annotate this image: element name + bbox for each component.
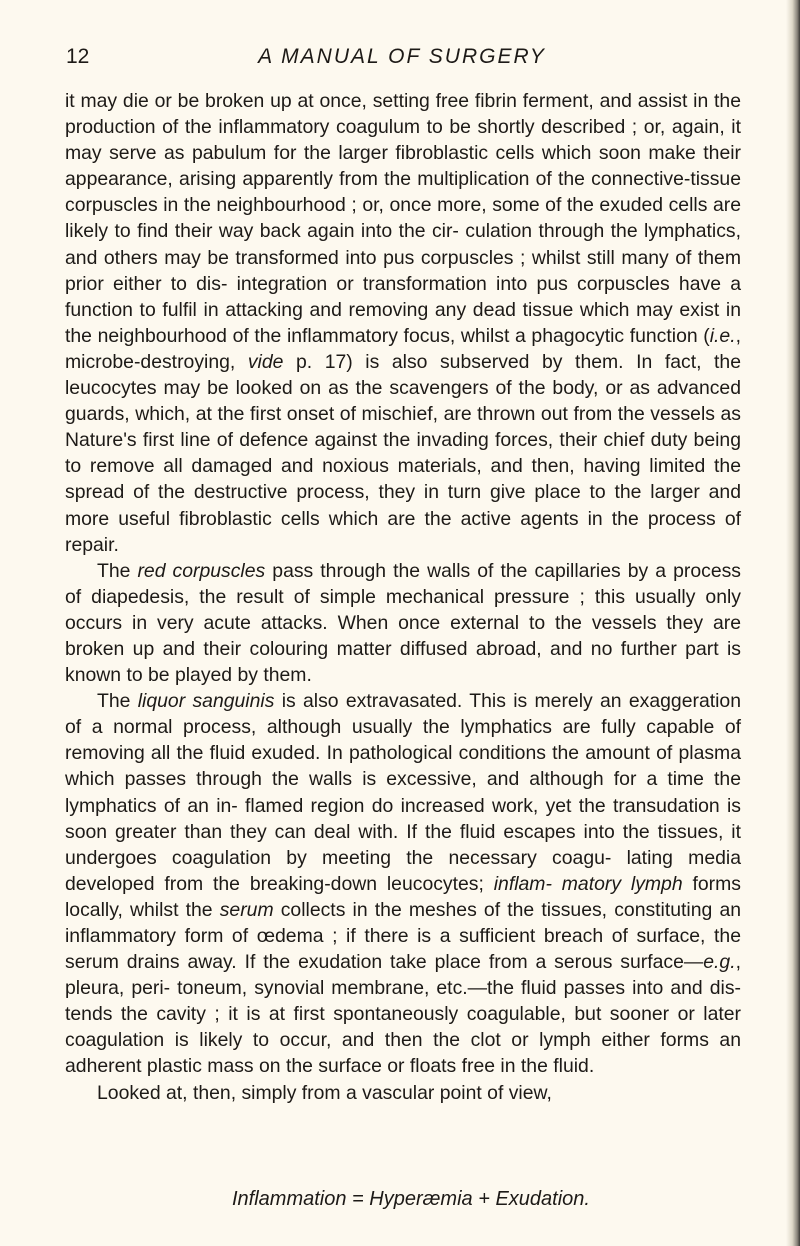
italic-text: red corpuscles bbox=[137, 559, 266, 582]
paragraph-red-corpuscles bbox=[65, 558, 741, 688]
body-text bbox=[65, 88, 741, 1106]
italic-text: inflam- matory lymph bbox=[493, 872, 683, 895]
text-segment: is also extravasated. This is merely an exaggeration of a normal process, although usually the lymphatics are fully capable of removing all the fluid exuded. In pathological conditions the amount of plasma which passes through the walls is excessive, and although for a time the lymphatics of an in- flamed region do increased work, yet the transudation is soon greater than they can deal with. If the fluid escapes into the tissues, it undergoes coagulation by meeting the necessary coagu- lating media developed from the breaking-down leucocytes; bbox=[65, 690, 741, 895]
italic-text: e.g. bbox=[703, 951, 736, 974]
text-segment: , pleura, peri- toneum, synovial membrane, etc.—the fluid passes into and dis- tends the cavity ; it is at first spontaneously coagulable, but sooner or later coagulation is likely to occur, and then the clot or lymph either forms an adherent plastic mass on the surface or floats free in the fluid. bbox=[65, 951, 741, 1078]
text-segment: it may die or be broken up at once, setting free fibrin ferment, and assist in the production of the inflammatory coagulum to be shortly described ; or, again, it may serve as pabulum for the larger fibroblastic cells which soon make their appearance, arising apparently from the multiplication of the connective-tissue corpuscles in the neighbourhood ; or, once more, some of the exuded cells are likely to find their way back again into the cir- culation through the lymphatics, and others may be transformed into pus corpuscles ; whilst still many of them prior either to dis- integration or transformation into pus corpuscles have a function to fulfil in attacking and removing any dead tissue which may exist in the neighbourhood of the inflammatory focus, whilst a phagocytic function ( bbox=[65, 90, 741, 347]
formula: Inflammation = Hyperæmia + Exudation. bbox=[232, 1188, 590, 1210]
text-segment: pass through the walls of the capillaries by a process of diapedesis, the result of simple mechanical pressure ; this usually only occurs in very acute attacks. When once external to the vessels they are broken up and their colouring matter diffused abroad, and no further part is known to be played by them. bbox=[65, 559, 741, 687]
text-segment: The bbox=[97, 559, 138, 582]
running-title: A MANUAL OF SURGERY bbox=[258, 45, 546, 68]
page-number: 12 bbox=[66, 45, 90, 68]
text-segment: Looked at, then, simply from a vascular point of view, bbox=[97, 1081, 552, 1104]
text-segment: p. 17) is also subserved by them. In fact, the leucocytes may be looked on as the scavengers of the body, or as advanced guards, which, at the first onset of mischief, are thrown out from the vessels as Nature's first line of defence against the invading forces, their chief duty being to remove all damaged and noxious materials, and then, having limited the spread of the destructive process, they in turn give place to the larger and more useful fibroblastic cells which are the active agents in the process of repair. bbox=[65, 350, 741, 556]
text-segment: The bbox=[97, 690, 138, 713]
page-edge-shadow bbox=[786, 0, 800, 1246]
paragraph-liquor-sanguinis bbox=[65, 688, 741, 1079]
italic-text: serum bbox=[219, 898, 274, 921]
italic-text: i.e. bbox=[709, 324, 736, 347]
italic-text: liquor sanguinis bbox=[137, 690, 275, 713]
text-segment: forms locally, whilst the bbox=[65, 872, 741, 921]
paragraph-vascular-view bbox=[65, 1080, 741, 1106]
text-segment: collects in the meshes of the tissues, constituting an inflammatory form of œdema ; if there is a sufficient breach of surface, the serum drains away. If the exudation take place from a serous surface— bbox=[65, 898, 742, 974]
paragraph-1 bbox=[65, 88, 741, 558]
page-header bbox=[62, 44, 742, 70]
text-segment: , microbe-destroying, bbox=[65, 324, 741, 373]
italic-text: vide bbox=[247, 350, 284, 373]
